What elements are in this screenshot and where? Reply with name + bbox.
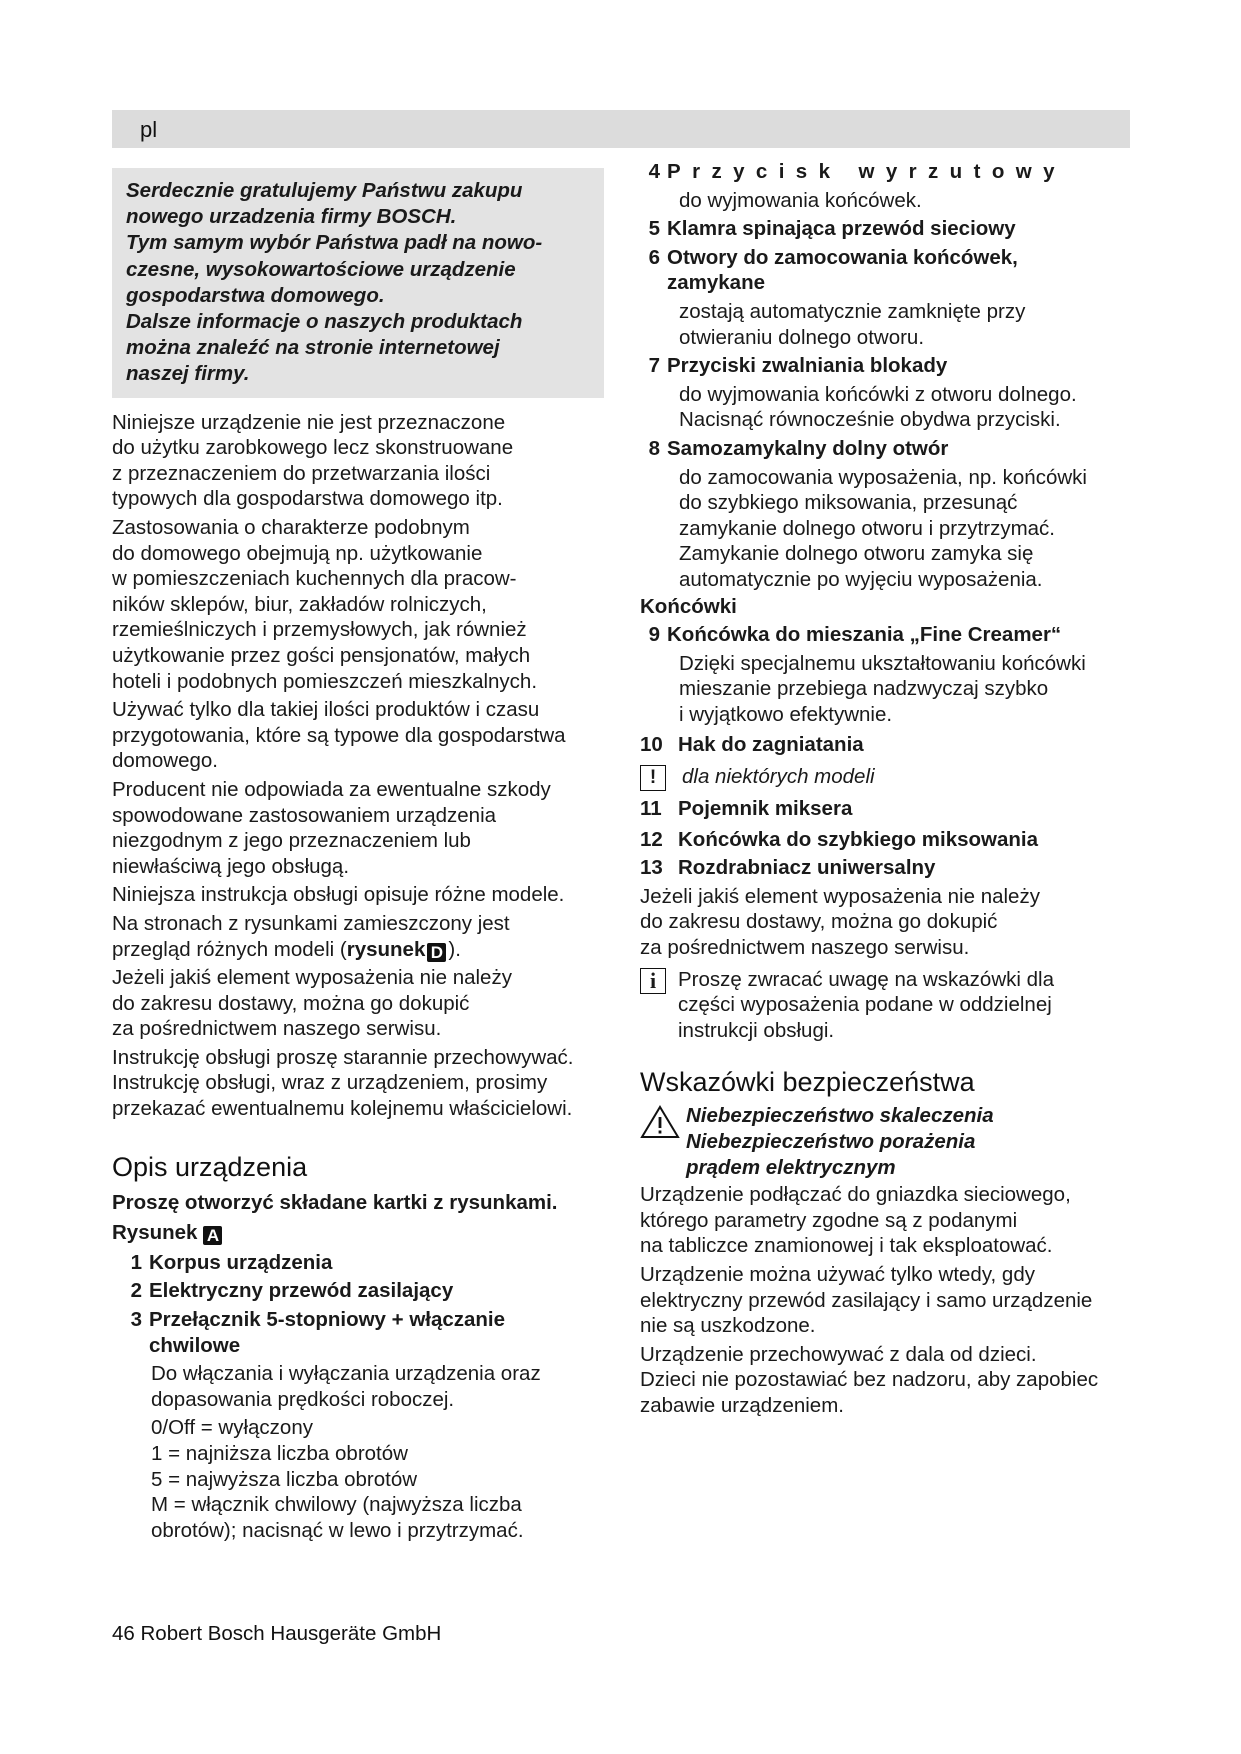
text-line: Używać tylko dla takiej ilości produktów i czasu xyxy=(112,698,540,722)
list-item xyxy=(640,353,1140,379)
text-line: Producent nie odpowiada za ewentualne szkody xyxy=(112,777,551,801)
text-line: do zamocowania wyposażenia, np. końcówki xyxy=(679,465,1087,489)
text-line: do wyjmowania końcówek. xyxy=(679,188,922,212)
paragraph-purpose xyxy=(112,410,604,512)
text-line: spowodowane zastosowaniem urządzenia xyxy=(112,803,497,827)
text-line: domowego. xyxy=(112,749,218,773)
text-line: Dzieci nie pozostawiać bez nadzoru, aby zapobiec xyxy=(640,1368,1099,1392)
item-title-line: zamykane xyxy=(667,271,766,295)
item-number: 3 xyxy=(130,1308,142,1332)
text-line: otwieraniu dolnego otworu. xyxy=(679,325,925,349)
item-description xyxy=(112,1361,604,1543)
item-number: 8 xyxy=(648,436,660,460)
list-item xyxy=(112,1307,604,1358)
language-header-bar xyxy=(112,110,1130,148)
text-line: użytkowanie przez gości pensjonatów, małych xyxy=(112,643,531,667)
list-item xyxy=(640,159,1140,185)
text-line: Niniejsza instrukcja obsługi opisuje różne modele. xyxy=(112,883,565,907)
list-item xyxy=(640,622,1140,648)
paragraph-accessories xyxy=(112,965,604,1042)
text-line: Na stronach z rysunkami zamieszczony jest xyxy=(112,911,510,935)
item-title: Hak do zagniatania xyxy=(678,733,864,757)
subheading-attachments: Końcówki xyxy=(640,594,737,618)
text-line: hoteli i podobnych pomieszczeń mieszkalnych. xyxy=(112,669,538,693)
item-title: Samozamykalny dolny otwór xyxy=(667,436,949,460)
text-line: za pośrednictwem naszego serwisu. xyxy=(112,1017,442,1041)
info-icon: i xyxy=(640,968,666,994)
text-line: Instrukcję obsługi, wraz z urządzeniem, prosimy xyxy=(112,1071,548,1095)
paragraph-damage xyxy=(640,1262,1140,1339)
open-pages-instruction: Proszę otworzyć składane kartki z rysunkami. xyxy=(112,1190,558,1214)
text-line: do zakresu dostawy, można go dokupić xyxy=(112,991,470,1015)
list-item xyxy=(640,216,1140,242)
item-description xyxy=(640,299,1140,350)
list-item xyxy=(640,245,1140,296)
figure-d-badge: D xyxy=(427,943,446,962)
text-line: Proszę zwracać uwagę na wskazówki dla xyxy=(678,967,1054,991)
mode-off: 0/Off = wyłączony xyxy=(151,1416,313,1440)
info-note xyxy=(640,967,1140,1044)
item-number: 5 xyxy=(648,217,660,241)
item-title-line: Otwory do zamocowania końcówek, xyxy=(667,245,1018,269)
text-line: ników sklepów, biur, zakładów rolniczych, xyxy=(112,592,487,616)
mode-m: obrotów); nacisnąć w lewo i przytrzymać. xyxy=(151,1518,524,1542)
text-line: Urządzenie można używać tylko wtedy, gdy xyxy=(640,1262,1035,1286)
text-line: za pośrednictwem naszego serwisu. xyxy=(640,936,970,960)
list-item xyxy=(640,436,1140,462)
model-note-text: dla niektórych modeli xyxy=(682,765,875,789)
item-title: Pojemnik miksera xyxy=(678,797,853,821)
item-number: 9 xyxy=(648,623,660,647)
text-line: nie są uszkodzone. xyxy=(640,1314,816,1338)
text-line: zabawie urządzeniem. xyxy=(640,1393,844,1417)
text-line: Niebezpieczeństwo porażenia xyxy=(686,1130,976,1153)
intro-line: nowego urzadzenia firmy BOSCH. xyxy=(126,205,457,229)
text-line: na tabliczce znamionowej i tak eksploatować. xyxy=(640,1234,1053,1258)
text-line: do wyjmowania końcówki z otworu dolnego. xyxy=(679,382,1077,406)
item-title: Korpus urządzenia xyxy=(149,1250,333,1274)
text-line: Instrukcję obsługi proszę starannie przechowywać. xyxy=(112,1045,574,1069)
item-title: Końcówka do mieszania „Fine Creamer“ xyxy=(667,623,1062,647)
paragraph-quantities xyxy=(112,697,604,774)
text-line: niewłaściwą jego obsługą. xyxy=(112,854,350,878)
text-line: Niebezpieczeństwo skaleczenia xyxy=(686,1104,994,1128)
text-line: Dzięki specjalnemu ukształtowaniu końcówki xyxy=(679,651,1086,675)
text-line: do zakresu dostawy, można go dokupić xyxy=(640,910,998,934)
figure-label-row xyxy=(112,1220,604,1246)
text-line: Urządzenie podłączać do gniazdka sieciowego, xyxy=(640,1183,1071,1207)
page-footer: 46 Robert Bosch Hausgeräte GmbH xyxy=(112,1622,442,1645)
intro-line: Serdecznie gratulujemy Państwu zakupu xyxy=(126,179,523,202)
figure-reference-word: rysunek xyxy=(346,937,426,961)
item-description xyxy=(640,465,1140,593)
text-line: którego parametry zgodne są z podanymi xyxy=(640,1208,1018,1232)
mode-5: 5 = najwyższa liczba obrotów xyxy=(151,1467,418,1491)
text-line: typowych dla gospodarstwa domowego itp. xyxy=(112,487,503,511)
paragraph-models xyxy=(112,882,604,908)
item-description xyxy=(640,382,1140,433)
item-number: 2 xyxy=(130,1279,142,1303)
text-line: do szybkiego miksowania, przesunąć xyxy=(679,491,1018,515)
paragraph-children xyxy=(640,1342,1140,1419)
intro-line: czesne, wysokowartościowe urządzenie xyxy=(126,257,516,281)
text-line: do domowego obejmują np. użytkowanie xyxy=(112,541,483,565)
paragraph-accessories xyxy=(640,884,1140,961)
item-number: 13 xyxy=(640,856,663,880)
list-item xyxy=(640,796,1140,822)
list-item xyxy=(640,827,1140,853)
text-line: dopasowania prędkości roboczej. xyxy=(151,1387,455,1411)
intro-line: naszej firmy. xyxy=(126,362,250,386)
item-title: Końcówka do szybkiego miksowania xyxy=(678,827,1038,851)
item-number: 6 xyxy=(648,245,660,269)
safety-warning xyxy=(640,1103,1140,1180)
warning-text xyxy=(686,1103,994,1180)
text-line: niezgodnym z jego przeznaczeniem lub xyxy=(112,829,471,853)
text-line: prądem elektrycznym xyxy=(686,1155,896,1179)
exclamation-icon: ! xyxy=(640,765,666,791)
list-item xyxy=(112,1250,604,1276)
language-code: pl xyxy=(140,117,158,142)
item-number: 12 xyxy=(640,827,663,851)
item-title xyxy=(149,1307,505,1358)
intro-line: Tym samym wybór Państwa padł na nowo- xyxy=(126,231,543,255)
list-item xyxy=(640,732,1140,758)
list-item xyxy=(112,1278,604,1304)
text-line: mieszanie przebiega nadzwyczaj szybko xyxy=(679,677,1049,701)
item-title: Klamra spinająca przewód sieciowy xyxy=(667,217,1016,241)
text-line: instrukcji obsługi. xyxy=(678,1018,835,1042)
text-line: zamykanie dolnego otworu i przytrzymać. xyxy=(679,516,1055,540)
text-line: i wyjątkowo efektywnie. xyxy=(679,702,893,726)
text-line: przygotowania, które są typowe dla gospodarstwa xyxy=(112,723,566,747)
text-line: zostają automatycznie zamknięte przy xyxy=(679,299,1026,323)
figure-a-badge: A xyxy=(203,1226,222,1245)
text-line: Zastosowania o charakterze podobnym xyxy=(112,516,470,539)
text-line: w pomieszczeniach kuchennych dla pracow- xyxy=(112,567,517,591)
warning-triangle-icon xyxy=(640,1105,680,1139)
text-line: przekazać ewentualnemu kolejnemu właścicielowi. xyxy=(112,1097,573,1121)
item-number: 1 xyxy=(130,1250,142,1274)
paragraph-liability xyxy=(112,777,604,879)
left-column xyxy=(112,168,604,1543)
item-title: Przyciski zwalniania blokady xyxy=(667,354,948,378)
text-line: elektryczny przewód zasilający i samo urządzenie xyxy=(640,1288,1093,1312)
list-item xyxy=(640,855,1140,881)
text-line: Jeżeli jakiś element wyposażenia nie należy xyxy=(640,884,1040,908)
item-description xyxy=(640,188,1140,214)
item-number: 11 xyxy=(640,797,662,821)
text-line: części wyposażenia podane w oddzielnej xyxy=(678,993,1052,1017)
item-number: 4 xyxy=(648,160,660,183)
intro-box xyxy=(112,168,604,398)
text-line: z przeznaczeniem do przetwarzania ilości xyxy=(112,461,491,485)
paragraph-power xyxy=(640,1182,1140,1259)
text-line: Nacisnąć równocześnie obydwa przyciski. xyxy=(679,408,1061,432)
section-title-description: Opis urządzenia xyxy=(112,1151,308,1182)
mode-1: 1 = najniższa liczba obrotów xyxy=(151,1442,408,1465)
text-line: Jeżeli jakiś element wyposażenia nie należy xyxy=(112,966,512,990)
overview-text: przegląd różnych modeli ( xyxy=(112,937,347,961)
intro-line: można znaleźć na stronie internetowej xyxy=(126,336,500,360)
text-line: do użytku zarobkowego lecz skonstruowane xyxy=(112,436,514,460)
item-title xyxy=(667,245,1018,296)
info-note-text xyxy=(678,967,1054,1044)
item-number: 10 xyxy=(640,733,663,757)
item-title-line: Przełącznik 5-stopniowy + włączanie xyxy=(149,1308,506,1332)
overview-text: ). xyxy=(448,937,461,961)
text-line: rzemieślniczych i przemysłowych, jak również xyxy=(112,618,527,642)
paragraph-keep-manual xyxy=(112,1045,604,1122)
text-line: Niniejsze urządzenie nie jest przeznaczone xyxy=(112,410,506,434)
text-line: Do włączania i wyłączania urządzenia oraz xyxy=(151,1362,541,1386)
paragraph-overview xyxy=(112,911,604,962)
text-line: automatycznie po wyjęciu wyposażenia. xyxy=(679,567,1043,591)
item-number: 7 xyxy=(648,354,660,378)
item-title: Przycisk wyrzutowy xyxy=(667,160,1066,183)
intro-line: Dalsze informacje o naszych produktach xyxy=(126,310,523,334)
text-line: Zamykanie dolnego otworu zamyka się xyxy=(679,542,1034,566)
mode-m: M = włącznik chwilowy (najwyższa liczba xyxy=(151,1493,522,1517)
item-title: Rozdrabniacz uniwersalny xyxy=(678,856,936,880)
model-note xyxy=(640,764,1140,791)
figure-label: Rysunek xyxy=(112,1221,198,1245)
paragraph-similar-uses xyxy=(112,515,604,694)
item-title: Elektryczny przewód zasilający xyxy=(149,1279,454,1303)
text-line: Urządzenie przechowywać z dala od dzieci. xyxy=(640,1342,1037,1366)
intro-line: gospodarstwa domowego. xyxy=(126,283,385,307)
section-title-safety: Wskazówki bezpieczeństwa xyxy=(640,1067,975,1098)
item-description xyxy=(640,651,1140,728)
text-line xyxy=(112,937,604,963)
right-column xyxy=(640,156,1140,1422)
item-title-line: chwilowe xyxy=(149,1333,241,1357)
